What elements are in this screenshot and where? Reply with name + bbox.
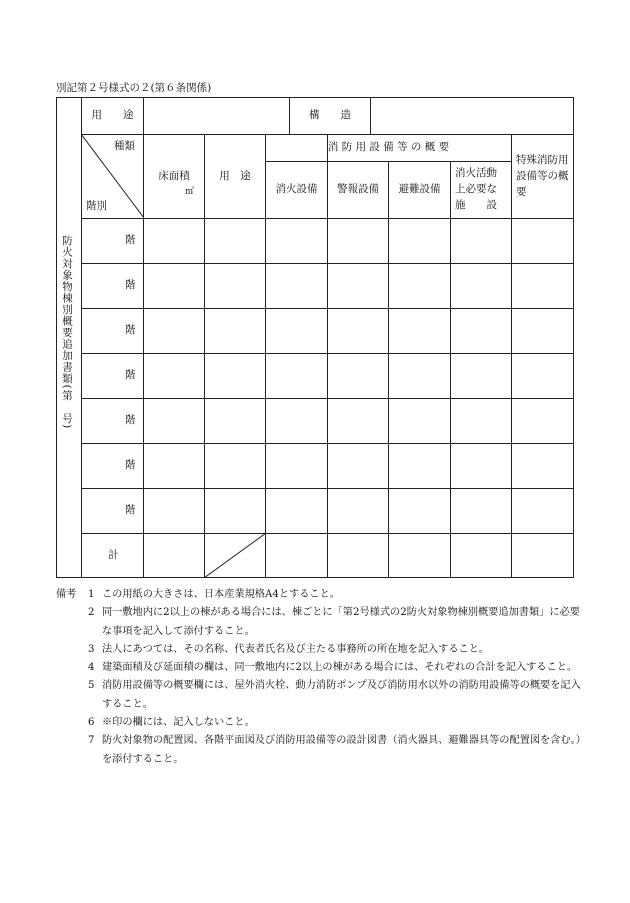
structure-label: 構 造	[309, 109, 351, 121]
special-column-divider	[511, 134, 512, 578]
form-caption: 別記第２号様式の２(第６条関係)	[56, 82, 212, 94]
row-divider	[81, 263, 574, 264]
equipment-group-divider	[265, 161, 512, 162]
floor-row-label: 階	[125, 414, 136, 426]
floor-row-label: 階	[125, 459, 136, 471]
floor-row-label: 階	[125, 279, 136, 291]
evacuation-label: 避難設備	[398, 183, 441, 195]
firefighting-facilities-label: 消火活動上必要な施 設	[455, 167, 497, 211]
floor-area-unit: ㎡	[185, 187, 195, 197]
floor-row-label: 階	[125, 369, 136, 381]
row-divider	[81, 443, 574, 444]
row-divider	[81, 308, 574, 309]
use-column-divider	[265, 134, 266, 578]
kind-label: 種類	[114, 140, 135, 152]
notes-heading: 備考	[56, 589, 77, 600]
note-text: 建築面積及び延面積の欄は、同一敷地内に2以上の棟がある場合には、それぞれの合計を記入すること。	[102, 662, 578, 674]
use-column-label: 用 途	[219, 170, 251, 182]
table-border-right	[573, 97, 574, 578]
vertical-title: 防火対象物棟別概要追加書類(第 号)	[61, 235, 73, 430]
notes-section	[56, 586, 586, 769]
row-divider	[81, 533, 574, 534]
table-border-bottom	[56, 577, 574, 578]
note-number: 2	[88, 607, 95, 619]
note-number: 1	[88, 589, 95, 600]
structure-input[interactable]	[371, 98, 573, 134]
note-item	[56, 714, 586, 732]
alarm-column-divider	[388, 161, 389, 578]
row-divider	[81, 398, 574, 399]
fire-extinguishing-column-divider	[327, 134, 328, 578]
note-number: 5	[88, 680, 95, 692]
note-item	[56, 677, 586, 714]
floor-row-label: 階	[125, 324, 136, 336]
equipment-group-label: 消 防 用 設 備 等 の 概 要	[327, 141, 450, 153]
floor-area-column-divider	[204, 134, 205, 578]
note-number: 3	[88, 643, 95, 655]
row-divider	[81, 488, 574, 489]
note-item	[56, 732, 586, 769]
floor-row-label: 階	[125, 234, 136, 246]
row-divider	[81, 218, 574, 219]
form-table	[56, 97, 574, 578]
note-item	[56, 659, 586, 677]
use-input[interactable]	[144, 98, 289, 134]
use-label: 用 途	[91, 109, 134, 121]
total-row-label: 計	[108, 549, 119, 561]
note-number: 6	[88, 717, 95, 729]
note-text: ※印の欄には、記入しないこと。	[102, 717, 255, 729]
alarm-label: 警報設備	[337, 183, 379, 195]
table-border-left	[56, 97, 57, 578]
note-text: 法人にあつては、その名称、代表者氏名及び主たる事務所の所在地を記入すること。	[102, 643, 490, 655]
note-item	[56, 586, 586, 604]
fire-extinguishing-label: 消火設備	[275, 183, 318, 195]
floor-area-label: 床面積	[158, 170, 190, 182]
total-use-diagonal	[204, 533, 266, 578]
note-number: 4	[88, 662, 95, 674]
row-divider	[81, 353, 574, 354]
note-item	[56, 641, 586, 659]
note-item	[56, 604, 586, 641]
evacuation-column-divider	[450, 161, 451, 578]
floor-row-label: 階	[125, 504, 136, 516]
note-text: 防火対象物の配置図、各階平面図及び消防用設備等の設計図書（消火器具、避難器具等の配置図を含む。）を添付すること。	[102, 735, 586, 765]
special-equipment-label: 特殊消防用設備等の概要	[516, 154, 569, 198]
floor-label: 階別	[86, 200, 107, 212]
note-number: 7	[88, 735, 95, 747]
note-text: 消防用設備等の概要欄には、屋外消火栓、動力消防ポンプ及び消防用水以外の消防用設備等の概要を記入すること。	[102, 680, 581, 710]
note-text: 同一敷地内に2以上の棟がある場合には、棟ごとに「第2号様式の2防火対象物棟別概要追加書類」に必要な事項を記入して添付すること。	[102, 607, 580, 637]
note-text: この用紙の大きさは、日本産業規格A4とすること。	[102, 589, 340, 600]
